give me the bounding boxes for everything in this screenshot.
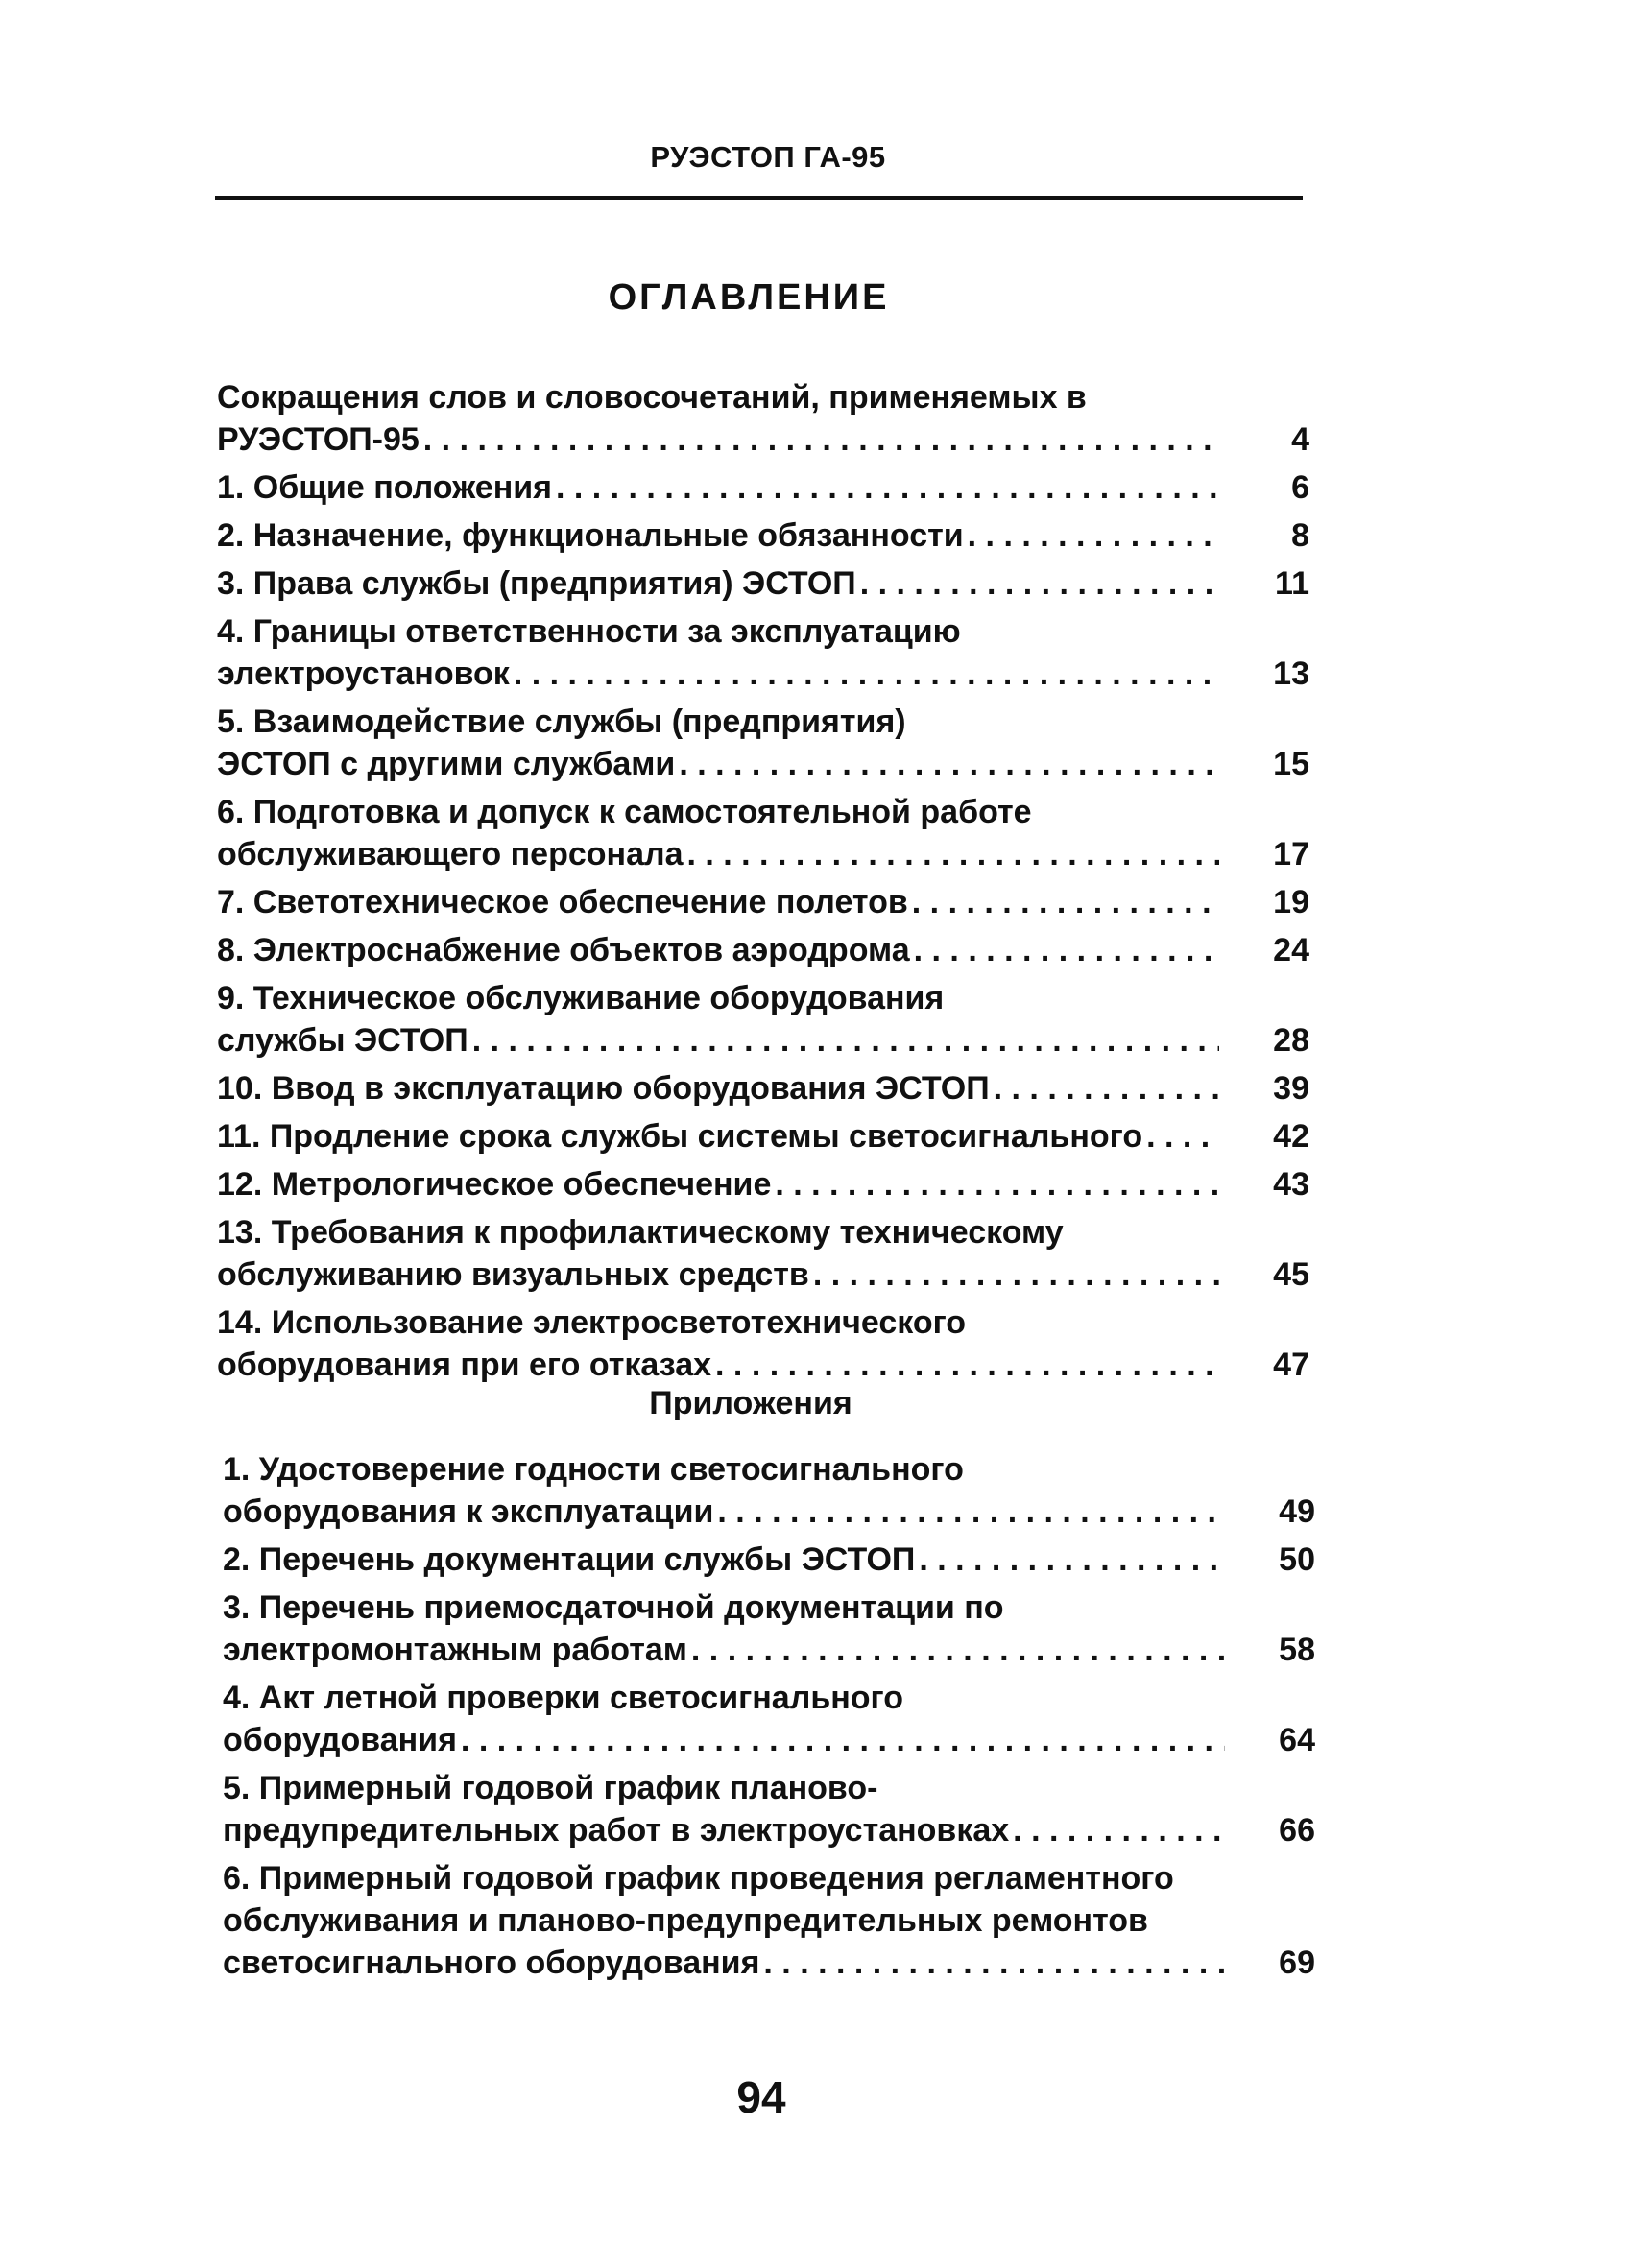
entry-title-line: 6. Примерный годовой график проведения регламентного (223, 1860, 1174, 1897)
entry-title-line: 3. Перечень приемосдаточной документации по (223, 1589, 1004, 1626)
toc-entry (217, 881, 1309, 923)
header-rule (215, 196, 1303, 200)
appendix-entry (223, 1587, 1315, 1671)
dot-leader (1009, 1809, 1225, 1851)
appendix-entry (223, 1857, 1315, 1984)
toc-entry (217, 1301, 1309, 1386)
toc-entry (217, 562, 1309, 605)
entry-title-line: оборудования (223, 1722, 457, 1758)
dot-leader (1142, 1115, 1219, 1158)
page-number: 94 (736, 2072, 786, 2122)
entry-title-line: электроустановок (217, 656, 510, 692)
dot-leader (964, 514, 1219, 557)
entry-page-number: 39 (1273, 1070, 1309, 1107)
dot-leader (687, 1629, 1225, 1671)
entry-page-number: 43 (1273, 1166, 1309, 1203)
appendix-entry (223, 1448, 1315, 1533)
entry-page-number: 66 (1279, 1812, 1315, 1849)
entry-page-number: 64 (1279, 1722, 1315, 1758)
running-header: РУЭСТОП ГА-95 (650, 140, 886, 174)
toc-entry (217, 514, 1309, 557)
entry-title-line: 12. Метрологическое обеспечение (217, 1166, 772, 1203)
toc-entry (217, 701, 1309, 785)
toc-list (217, 376, 1309, 1392)
entry-title-line: обслуживанию визуальных средств (217, 1256, 809, 1293)
entry-page-number: 47 (1273, 1347, 1309, 1383)
toc-entry (217, 1115, 1309, 1158)
dot-leader (990, 1067, 1219, 1110)
entry-page-number: 8 (1291, 517, 1309, 554)
entry-title-line: РУЭСТОП-95 (217, 421, 420, 458)
entry-title-line: электромонтажным работам (223, 1632, 687, 1668)
entry-page-number: 17 (1273, 836, 1309, 872)
entry-title-line: 9. Техническое обслуживание оборудования (217, 980, 945, 1016)
toc-entry (217, 1211, 1309, 1296)
entry-title-line: 5. Взаимодействие службы (предприятия) (217, 704, 906, 740)
entry-title-line: 6. Подготовка и допуск к самостоятельной работе (217, 794, 1032, 830)
entry-title-line: 5. Примерный годовой график планово- (223, 1770, 878, 1806)
toc-entry (217, 791, 1309, 875)
entry-page-number: 13 (1273, 656, 1309, 692)
toc-entry (217, 376, 1309, 461)
entry-title-line: 1. Удостоверение годности светосигнального (223, 1451, 964, 1488)
entry-page-number: 19 (1273, 884, 1309, 920)
toc-entry (217, 1067, 1309, 1110)
entry-title-line: ЭСТОП с другими службами (217, 746, 676, 782)
entry-page-number: 6 (1291, 469, 1309, 506)
toc-entry (217, 610, 1309, 695)
entry-title-line: 7. Светотехническое обеспечение полетов (217, 884, 908, 920)
toc-title: ОГЛАВЛЕНИЕ (608, 277, 890, 318)
entry-title-line: 2. Назначение, функциональные обязанности (217, 517, 964, 554)
entry-page-number: 24 (1273, 932, 1309, 968)
dot-leader (908, 881, 1219, 923)
appendix-entry (223, 1539, 1315, 1581)
entry-title-line: обслуживания и планово-предупредительных ремонтов (223, 1902, 1148, 1939)
toc-entry (217, 466, 1309, 509)
dot-leader (771, 1163, 1219, 1206)
appendices-list (223, 1448, 1315, 1990)
toc-entry (217, 929, 1309, 971)
entry-title-line: 1. Общие положения (217, 469, 552, 506)
entry-title-line: обслуживающего персонала (217, 836, 684, 872)
dot-leader (915, 1539, 1225, 1581)
dot-leader (552, 466, 1219, 509)
entry-page-number: 42 (1273, 1118, 1309, 1155)
entry-title-line: 2. Перечень документации службы ЭСТОП (223, 1541, 916, 1578)
entry-page-number: 49 (1279, 1493, 1315, 1530)
entry-title-line: 4. Акт летной проверки светосигнального (223, 1680, 904, 1716)
appendix-entry (223, 1767, 1315, 1851)
dot-leader (809, 1253, 1219, 1296)
entry-title-line: 4. Границы ответственности за эксплуатацию (217, 613, 961, 650)
entry-title-line: оборудования к эксплуатации (223, 1493, 714, 1530)
entry-page-number: 15 (1273, 746, 1309, 782)
dot-leader (910, 929, 1219, 971)
entry-page-number: 45 (1273, 1256, 1309, 1293)
entry-title-line: 3. Права службы (предприятия) ЭСТОП (217, 565, 856, 602)
dot-leader (759, 1942, 1225, 1984)
entry-title-line: 14. Использование электросветотехнического (217, 1304, 967, 1341)
entry-page-number: 69 (1279, 1945, 1315, 1981)
entry-title-line: 11. Продление срока службы системы светосигнального (217, 1118, 1143, 1155)
entry-title-line: светосигнального оборудования (223, 1945, 760, 1981)
entry-title-line: Сокращения слов и словосочетаний, применяемых в (217, 379, 1087, 416)
entry-title-line: 8. Электроснабжение объектов аэродрома (217, 932, 910, 968)
entry-page-number: 28 (1273, 1022, 1309, 1059)
entry-page-number: 4 (1291, 421, 1309, 458)
entry-page-number: 50 (1279, 1541, 1315, 1578)
dot-leader (675, 743, 1219, 785)
appendix-entry (223, 1677, 1315, 1761)
dot-leader (510, 653, 1219, 695)
toc-entry (217, 977, 1309, 1062)
dot-leader (713, 1491, 1225, 1533)
dot-leader (420, 418, 1219, 461)
entry-title-line: 10. Ввод в эксплуатацию оборудования ЭСТОП (217, 1070, 990, 1107)
entry-page-number: 11 (1275, 565, 1309, 602)
toc-entry (217, 1163, 1309, 1206)
dot-leader (711, 1344, 1219, 1386)
dot-leader (683, 833, 1219, 875)
entry-title-line: предупредительных работ в электроустановках (223, 1812, 1010, 1849)
entry-title-line: оборудования при его отказах (217, 1347, 712, 1383)
dot-leader (856, 562, 1219, 605)
entry-page-number: 58 (1279, 1632, 1315, 1668)
dot-leader (457, 1719, 1225, 1761)
appendices-title: Приложения (649, 1385, 852, 1421)
entry-title-line: службы ЭСТОП (217, 1022, 468, 1059)
entry-title-line: 13. Требования к профилактическому техническому (217, 1214, 1064, 1251)
dot-leader (468, 1019, 1219, 1062)
